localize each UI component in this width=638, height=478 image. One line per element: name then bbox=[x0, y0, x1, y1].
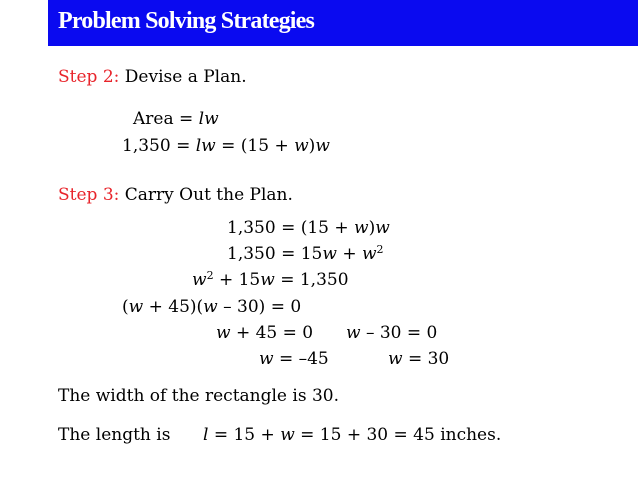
length-equation: l = 15 + w = 15 + 30 = 45 inches. bbox=[203, 425, 502, 445]
solve-line-1: 1,350 = (15 + w)w bbox=[227, 218, 390, 238]
step3-text: Carry Out the Plan. bbox=[124, 185, 293, 205]
solve-line-5b: w – 30 = 0 bbox=[346, 323, 438, 343]
area-formula: Area = lw bbox=[133, 109, 219, 129]
area-substitution: 1,350 = lw = (15 + w)w bbox=[122, 136, 330, 156]
step2-heading bbox=[58, 67, 247, 87]
solve-line-6b: w = 30 bbox=[388, 349, 450, 369]
solve-line-6a: w = –45 bbox=[259, 349, 329, 369]
step3-heading bbox=[58, 185, 293, 205]
step3-label: Step 3: bbox=[58, 185, 120, 205]
length-label: The length is bbox=[58, 425, 171, 445]
width-conclusion: The width of the rectangle is 30. bbox=[58, 386, 339, 406]
step2-label: Step 2: bbox=[58, 67, 120, 87]
solve-line-3: $w^2 + 15w = 1,350$ bbox=[192, 269, 349, 290]
solve-line-2: $1,350 = 15w + w^2$ bbox=[227, 243, 384, 264]
solve-line-5a: w + 45 = 0 bbox=[216, 323, 314, 343]
step2-text: Devise a Plan. bbox=[124, 67, 247, 87]
solve-line-4: (w + 45)(w – 30) = 0 bbox=[122, 297, 302, 317]
slide-title: Problem Solving Strategies bbox=[58, 8, 315, 34]
